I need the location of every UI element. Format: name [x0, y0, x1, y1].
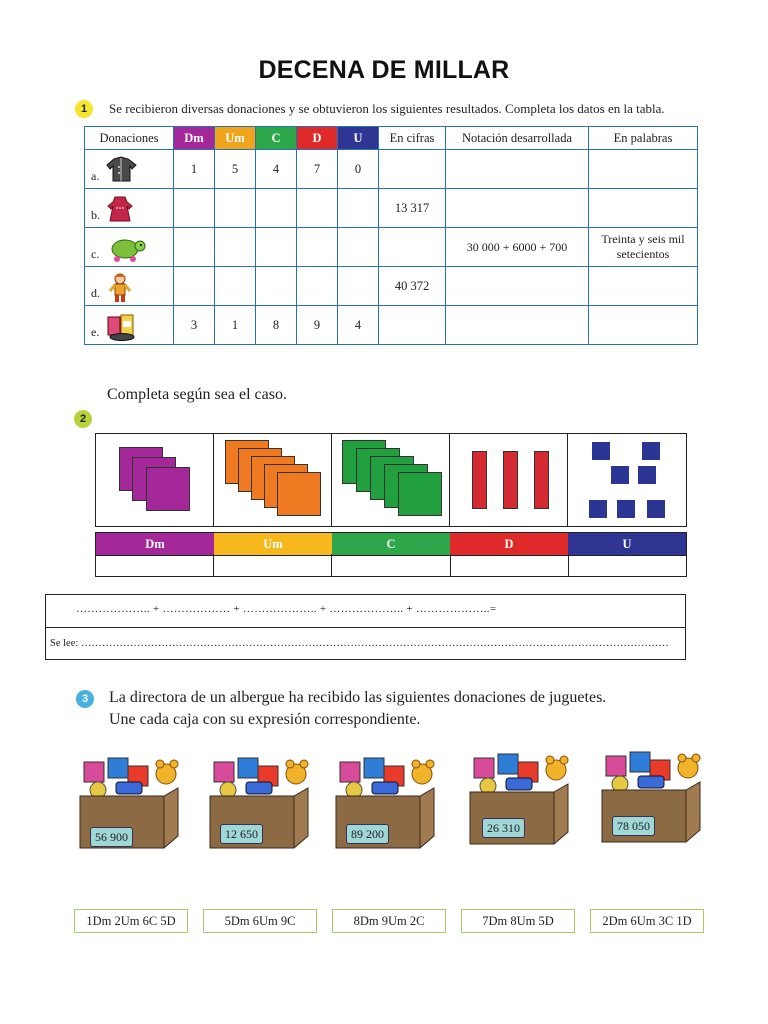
- d-bar: [534, 451, 549, 509]
- d-bar: [472, 451, 487, 509]
- table-row: [85, 189, 698, 228]
- turtle-toy-icon: [105, 233, 147, 267]
- row-letter: e.: [91, 325, 100, 339]
- cell-c[interactable]: 8: [256, 306, 297, 345]
- u-blocks: [568, 434, 685, 526]
- section-3-badge: 3: [76, 690, 94, 708]
- answer-cell-um[interactable]: [214, 554, 332, 576]
- cell-notacion[interactable]: 30 000 + 6000 + 700: [446, 228, 589, 267]
- toy-box[interactable]: [468, 748, 572, 852]
- expression-label[interactable]: 7Dm 8Um 5D: [461, 909, 575, 933]
- header-en-palabras: En palabras: [589, 127, 698, 150]
- donations-table: [84, 126, 698, 345]
- u-square: [638, 466, 656, 484]
- section-1-instruction: Se recibieron diversas donaciones y se obtuvieron los siguientes resultados. Completa los datos en la tabla.: [109, 101, 665, 116]
- box-value: 56 900: [90, 827, 133, 847]
- toy-box[interactable]: [334, 752, 438, 856]
- cell-en-cifras[interactable]: [379, 306, 446, 345]
- cell-dm[interactable]: [174, 189, 215, 228]
- cell-en-palabras[interactable]: Treinta y seis mil setecientos: [589, 228, 698, 267]
- donation-cell: [85, 228, 174, 267]
- header-dm: Dm: [174, 127, 215, 150]
- dm-square: [146, 467, 190, 511]
- cell-um[interactable]: 5: [215, 150, 256, 189]
- section-1-badge: 1: [75, 100, 93, 118]
- label-um: Um: [214, 533, 332, 555]
- cell-dm[interactable]: 1: [174, 150, 215, 189]
- cell-en-palabras[interactable]: [589, 267, 698, 306]
- expression-label[interactable]: 8Dm 9Um 2C: [332, 909, 446, 933]
- expression-label[interactable]: 1Dm 2Um 6C 5D: [74, 909, 188, 933]
- answer-cell-c[interactable]: [332, 554, 450, 576]
- header-c: C: [256, 127, 297, 150]
- donation-cell: [85, 150, 174, 189]
- u-square: [642, 442, 660, 460]
- cell-u[interactable]: 0: [338, 150, 379, 189]
- header-d: D: [297, 127, 338, 150]
- answer-cell-d[interactable]: [451, 554, 569, 576]
- cell-um[interactable]: [215, 228, 256, 267]
- cell-en-cifras[interactable]: [379, 228, 446, 267]
- dm-blocks: [96, 434, 214, 526]
- um-square: [277, 472, 321, 516]
- cell-d[interactable]: [297, 267, 338, 306]
- cell-en-palabras[interactable]: [589, 306, 698, 345]
- cell-u[interactable]: 4: [338, 306, 379, 345]
- d-bar: [503, 451, 518, 509]
- row-letter: b.: [91, 208, 100, 222]
- cell-um[interactable]: [215, 267, 256, 306]
- toy-box[interactable]: [600, 746, 704, 850]
- divider: [46, 627, 685, 628]
- cell-notacion[interactable]: [446, 306, 589, 345]
- d-blocks: [450, 434, 568, 526]
- section-3-instruction-line2: Une cada caja con su expresión correspondiente.: [109, 711, 421, 728]
- cell-c[interactable]: [256, 267, 297, 306]
- page-title: DECENA DE MILLAR: [258, 56, 510, 84]
- cell-u[interactable]: [338, 267, 379, 306]
- row-letter: c.: [91, 247, 100, 261]
- table-row: [85, 267, 698, 306]
- table-row: [85, 306, 698, 345]
- jacket-icon: [105, 155, 139, 187]
- donation-cell: [85, 306, 174, 345]
- c-square: [398, 472, 442, 516]
- cell-u[interactable]: [338, 228, 379, 267]
- c-blocks: [332, 434, 450, 526]
- header-notacion: Notación desarrollada: [446, 127, 589, 150]
- base-ten-blocks-panel: [95, 433, 687, 527]
- row-letter: d.: [91, 286, 100, 300]
- u-square: [647, 500, 665, 518]
- table-row: [85, 228, 698, 267]
- header-u: U: [338, 127, 379, 150]
- cell-dm[interactable]: [174, 267, 215, 306]
- answer-cell-u[interactable]: [569, 554, 686, 576]
- doll-icon: [105, 272, 135, 308]
- cell-c[interactable]: [256, 189, 297, 228]
- dress-icon: [105, 194, 135, 228]
- cell-notacion[interactable]: [446, 150, 589, 189]
- section-2-badge: 2: [74, 410, 92, 428]
- cell-c[interactable]: [256, 228, 297, 267]
- cell-en-cifras[interactable]: 13 317: [379, 189, 446, 228]
- u-square: [589, 500, 607, 518]
- box-value: 26 310: [482, 818, 525, 838]
- donation-cell: [85, 267, 174, 306]
- um-blocks: [214, 434, 332, 526]
- header-en-cifras: En cifras: [379, 127, 446, 150]
- toy-box[interactable]: [78, 752, 182, 856]
- cell-notacion[interactable]: [446, 189, 589, 228]
- donation-cell: [85, 189, 174, 228]
- place-value-answer-row: [95, 554, 687, 577]
- cell-en-cifras[interactable]: [379, 150, 446, 189]
- table-row: [85, 150, 698, 189]
- cell-notacion[interactable]: [446, 267, 589, 306]
- row-letter: a.: [91, 169, 100, 183]
- se-lee-line[interactable]: Se lee: ……………………………………………………………………………………………………………………………………………………: [50, 638, 669, 649]
- header-um: Um: [215, 127, 256, 150]
- label-d: D: [450, 533, 568, 555]
- food-cans-icon: [105, 311, 139, 345]
- cell-en-palabras[interactable]: [589, 150, 698, 189]
- cell-d[interactable]: 9: [297, 306, 338, 345]
- label-u: U: [568, 533, 686, 555]
- place-value-labels: [95, 532, 687, 556]
- expression-label[interactable]: 2Dm 6Um 3C 1D: [590, 909, 704, 933]
- label-c: C: [332, 533, 450, 555]
- section-2-instruction: Completa según sea el caso.: [107, 386, 287, 403]
- cell-u[interactable]: [338, 189, 379, 228]
- u-square: [611, 466, 629, 484]
- u-square: [617, 500, 635, 518]
- cell-dm[interactable]: 3: [174, 306, 215, 345]
- cell-um[interactable]: 1: [215, 306, 256, 345]
- cell-d[interactable]: [297, 228, 338, 267]
- expression-label[interactable]: 5Dm 6Um 9C: [203, 909, 317, 933]
- cell-en-palabras[interactable]: [589, 189, 698, 228]
- cell-d[interactable]: [297, 189, 338, 228]
- toy-box[interactable]: [208, 752, 312, 856]
- answer-cell-dm[interactable]: [96, 554, 214, 576]
- box-value: 12 650: [220, 824, 263, 844]
- section-3-instruction-line1: La directora de un albergue ha recibido las siguientes donaciones de juguetes.: [109, 689, 607, 706]
- cell-c[interactable]: 4: [256, 150, 297, 189]
- sum-line[interactable]: ……………….. + ……………… + ……………….. + ……………….. + ………………..=: [76, 603, 497, 615]
- cell-d[interactable]: 7: [297, 150, 338, 189]
- label-dm: Dm: [96, 533, 214, 555]
- u-square: [592, 442, 610, 460]
- cell-dm[interactable]: [174, 228, 215, 267]
- cell-en-cifras[interactable]: 40 372: [379, 267, 446, 306]
- cell-um[interactable]: [215, 189, 256, 228]
- box-value: 78 050: [612, 816, 655, 836]
- box-value: 89 200: [346, 824, 389, 844]
- sum-answer-box: [45, 594, 686, 660]
- header-donaciones: Donaciones: [85, 127, 174, 150]
